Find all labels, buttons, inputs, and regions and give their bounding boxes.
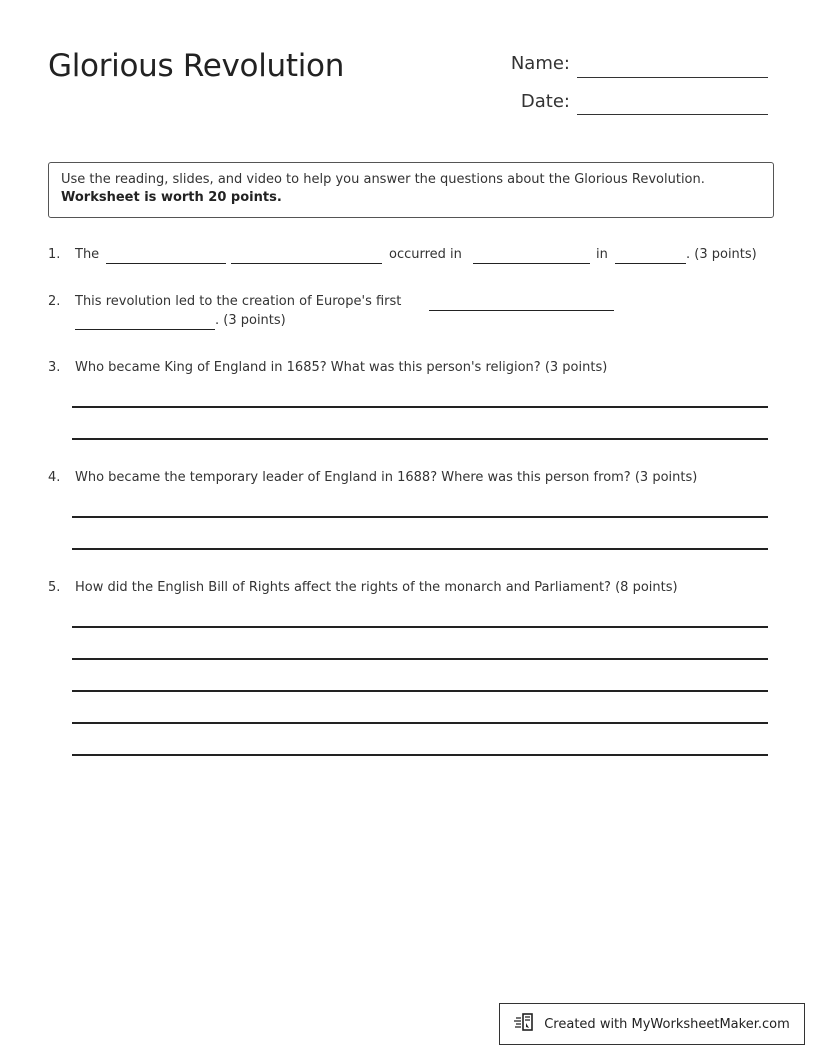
question-3-number: 3. <box>48 360 61 375</box>
question-5-answer-line-4[interactable] <box>72 722 768 724</box>
question-4-answer-line-2[interactable] <box>72 548 768 550</box>
question-4-answer-line-1[interactable] <box>72 516 768 518</box>
question-5-answer-line-2[interactable] <box>72 658 768 660</box>
date-field[interactable] <box>577 114 768 115</box>
question-5-answer-line-5[interactable] <box>72 754 768 756</box>
question-1-blank-4[interactable] <box>615 263 686 264</box>
name-field[interactable] <box>577 77 768 78</box>
name-label: Name: <box>510 53 570 74</box>
question-2-number: 2. <box>48 294 61 309</box>
question-5-number: 5. <box>48 580 61 595</box>
question-5-answer-line-3[interactable] <box>72 690 768 692</box>
question-5-answer-line-1[interactable] <box>72 626 768 628</box>
question-1-text-occurred: occurred in <box>389 247 462 262</box>
points-note: Worksheet is worth 20 points. <box>61 190 282 205</box>
footer-credit-box[interactable] <box>499 1003 805 1045</box>
question-1-text-start: The <box>75 247 100 262</box>
question-5-text: How did the English Bill of Rights affect the rights of the monarch and Parliament? (8 points) <box>75 580 678 595</box>
worksheet-maker-logo-icon <box>514 1011 544 1037</box>
date-label: Date: <box>520 91 570 112</box>
question-2-blank-1[interactable] <box>429 310 614 311</box>
question-1-blank-3[interactable] <box>473 263 590 264</box>
instructions-text: Use the reading, slides, and video to help you answer the questions about the Glorious Revolution. <box>61 172 705 187</box>
question-1-blank-2[interactable] <box>231 263 382 264</box>
question-3-text: Who became King of England in 1685? What was this person's religion? (3 points) <box>75 360 608 375</box>
footer-credit-text: Created with MyWorksheetMaker.com <box>544 1016 790 1032</box>
question-4-text: Who became the temporary leader of England in 1688? Where was this person from? (3 points) <box>75 470 698 485</box>
question-2-points: . (3 points) <box>215 313 286 328</box>
question-1-points: . (3 points) <box>686 247 757 262</box>
question-3-answer-line-1[interactable] <box>72 406 768 408</box>
instructions-box <box>48 162 774 218</box>
page-title: Glorious Revolution <box>48 48 345 84</box>
question-3-answer-line-2[interactable] <box>72 438 768 440</box>
question-4-number: 4. <box>48 470 61 485</box>
question-1-blank-1[interactable] <box>106 263 226 264</box>
question-1-text-in: in <box>596 247 608 262</box>
question-2-blank-2[interactable] <box>75 329 215 330</box>
question-2-text: This revolution led to the creation of Europe's first <box>75 294 402 309</box>
question-1-number: 1. <box>48 247 61 262</box>
